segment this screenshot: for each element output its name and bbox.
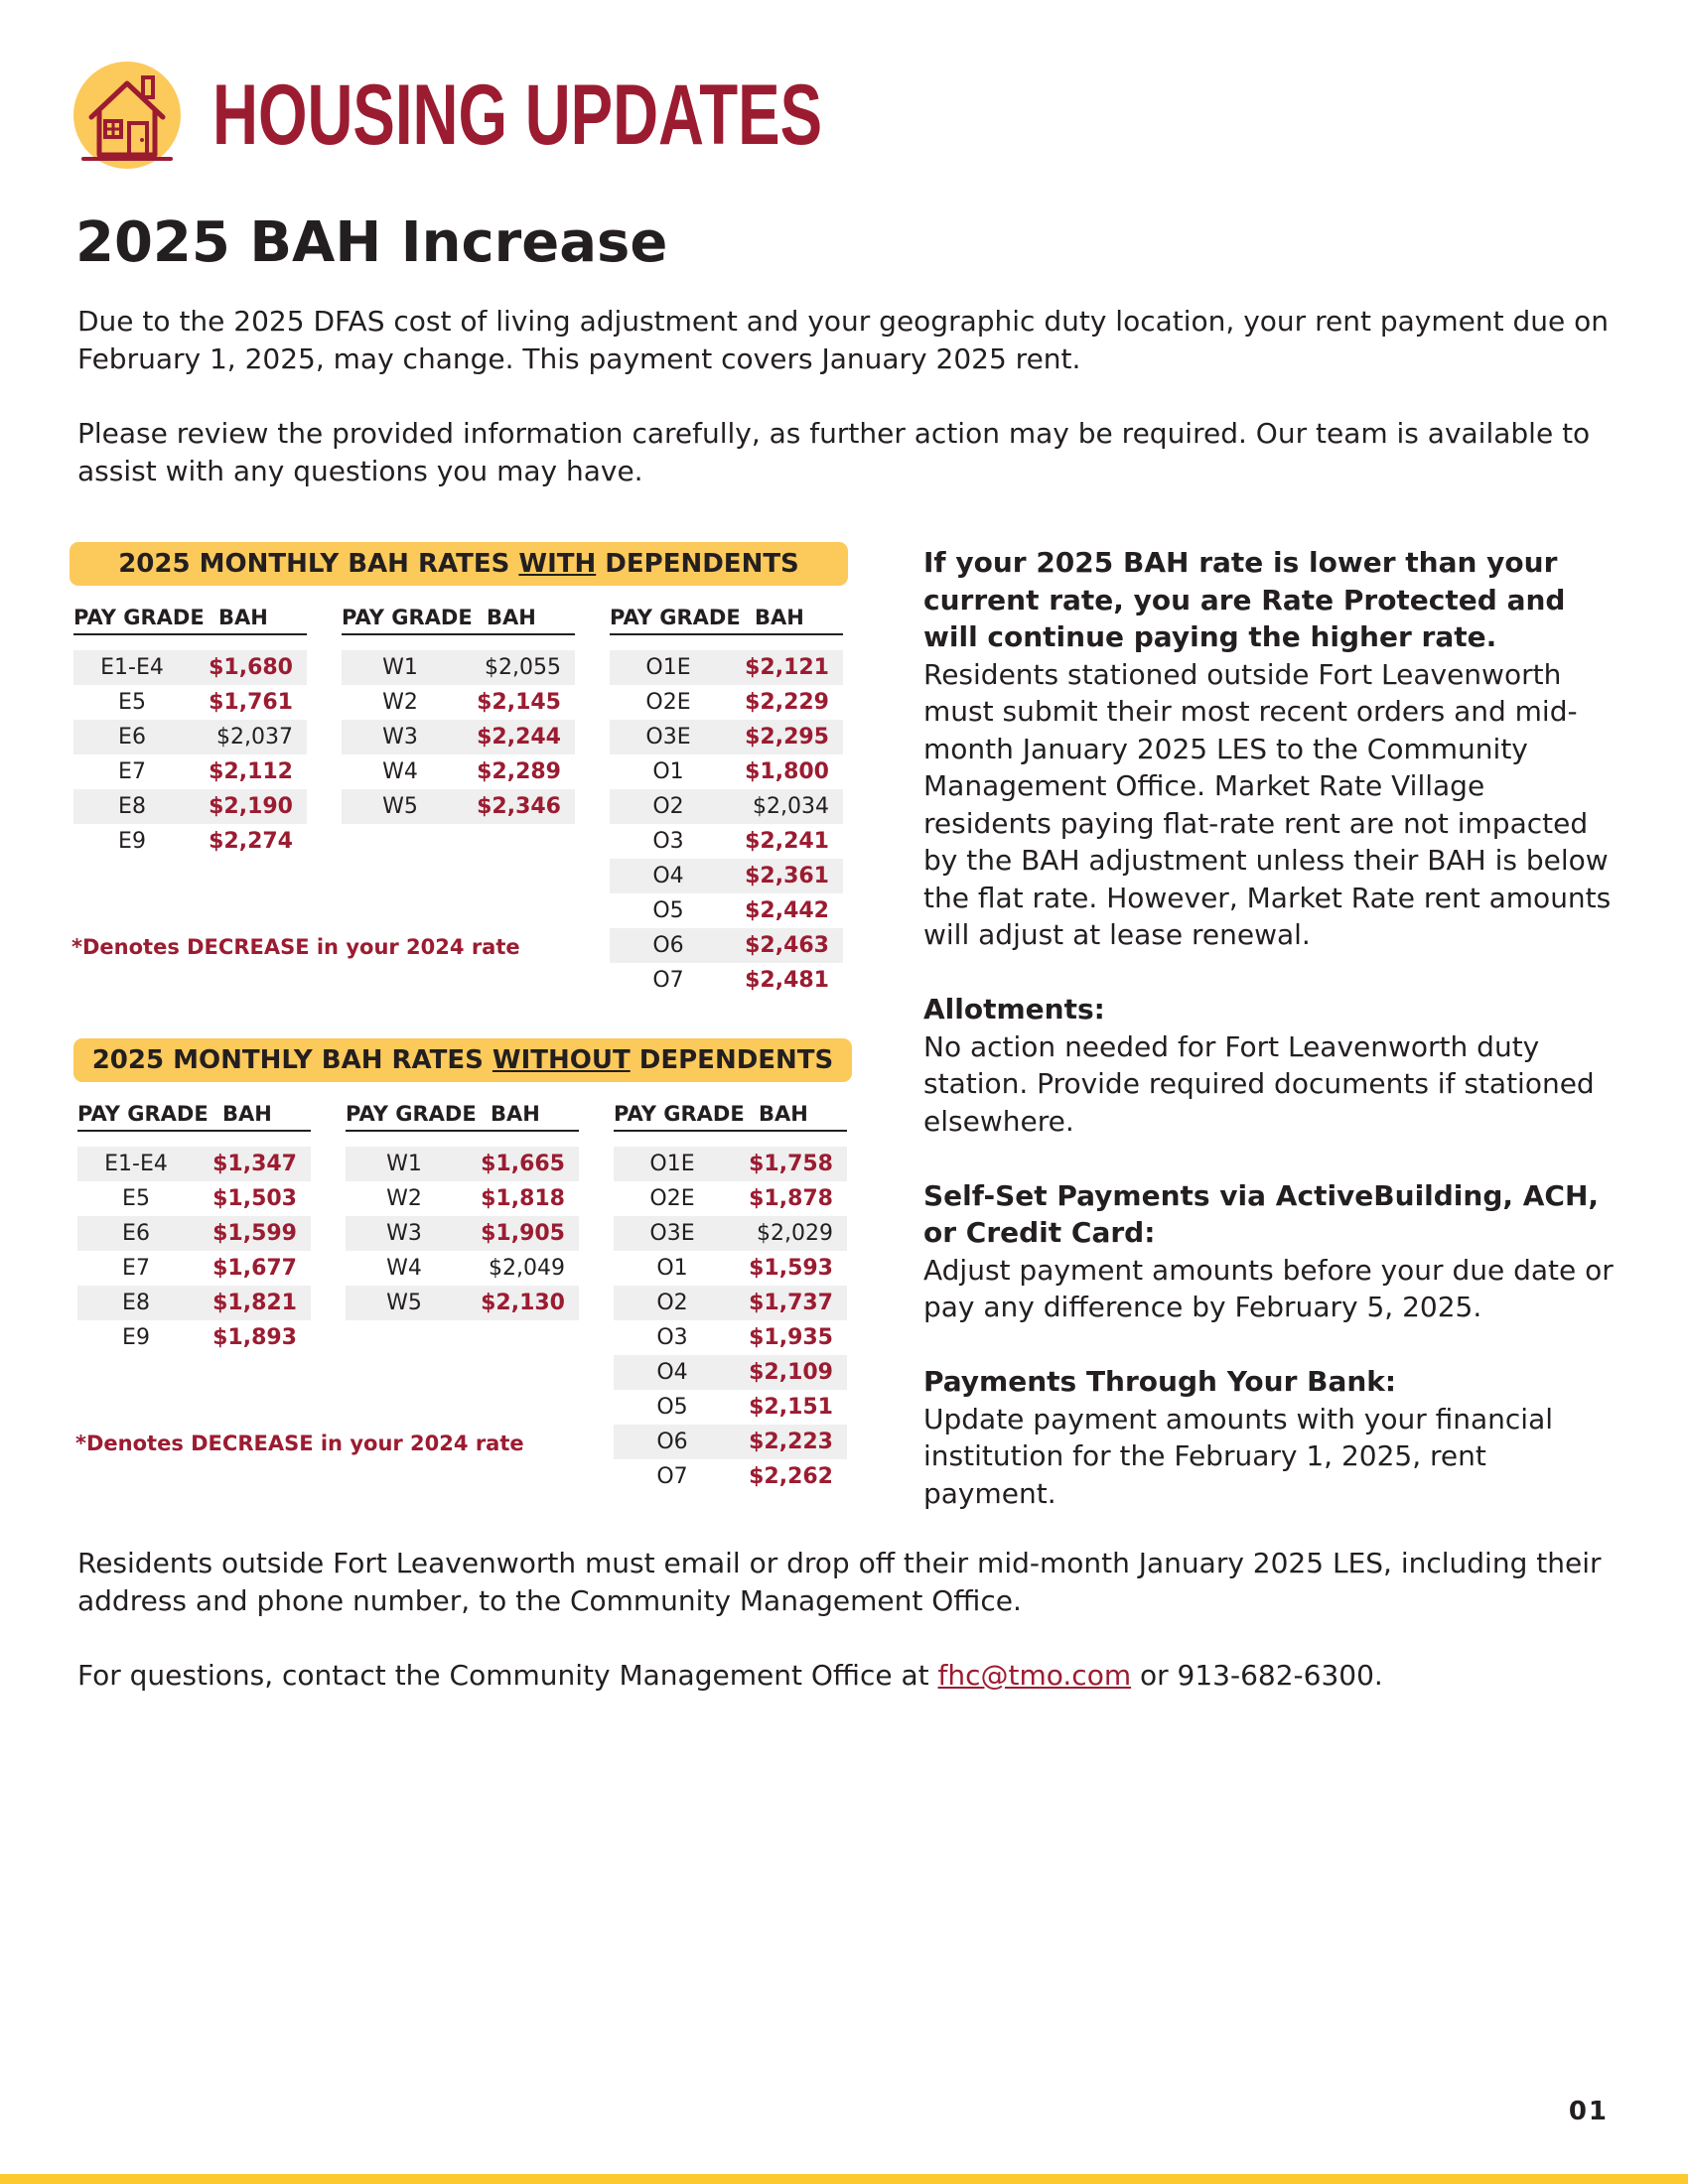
bah-value-cell: $2,130	[481, 1291, 565, 1315]
table-row	[73, 789, 307, 824]
table-row	[73, 754, 307, 789]
table-row	[342, 685, 575, 720]
pay-grade-cell: W5	[382, 794, 418, 819]
allotments-heading: Allotments:	[923, 993, 1105, 1025]
bah-value-cell: $2,029	[757, 1221, 833, 1246]
pay-grade-cell: O4	[656, 1360, 688, 1385]
table-row	[77, 1251, 311, 1286]
without-warrant-column	[346, 1147, 579, 1320]
pay-grade-cell: E5	[118, 690, 146, 715]
bah-header: BAH	[755, 606, 804, 629]
bah-value-cell: $2,241	[745, 829, 829, 854]
table-row	[77, 1320, 311, 1355]
table-row	[614, 1459, 847, 1494]
table-row	[610, 789, 843, 824]
table-row	[73, 685, 307, 720]
intro-paragraph-1: Due to the 2025 DFAS cost of living adjustment and your geographic duty location, your rent payment due on February 1, 2025, may change. This payment covers January 2025 rent.	[77, 305, 1609, 375]
bah-header: BAH	[759, 1102, 808, 1126]
pay-grade-cell: O1E	[645, 655, 691, 680]
contact-paragraph	[77, 1657, 1626, 1695]
pay-grade-cell: W4	[382, 759, 418, 784]
with-enlisted-column	[73, 650, 307, 859]
pay-grade-header: PAY GRADE	[346, 1102, 477, 1126]
banner-emphasis: WITH	[518, 549, 597, 579]
pay-grade-cell: O2E	[645, 690, 691, 715]
bah-value-cell: $1,593	[749, 1256, 833, 1281]
pay-grade-cell: O3E	[645, 725, 691, 750]
with-dependents-banner	[70, 542, 848, 586]
without-enlisted-column	[77, 1147, 311, 1355]
bah-value-cell: $2,112	[209, 759, 293, 784]
pay-grade-cell: O3	[652, 829, 684, 854]
pay-grade-cell: O2	[656, 1291, 688, 1315]
bah-value-cell: $1,347	[212, 1152, 297, 1176]
pay-grade-cell: E1-E4	[104, 1152, 168, 1176]
table-row	[614, 1355, 847, 1390]
self-set-heading: Self-Set Payments via ActiveBuilding, ACH,	[923, 1178, 1600, 1212]
pay-grade-cell: W4	[386, 1256, 422, 1281]
header-title: HOUSING UPDATES	[212, 68, 823, 163]
bah-value-cell: $1,935	[749, 1325, 833, 1350]
pay-grade-cell: E8	[118, 794, 146, 819]
bah-value-cell: $2,037	[216, 725, 293, 750]
table-row	[77, 1147, 311, 1181]
pay-grade-header: PAY GRADE	[610, 606, 741, 629]
bah-value-cell: $2,244	[477, 725, 561, 750]
table-row	[610, 720, 843, 754]
pay-grade-cell: O4	[652, 864, 684, 888]
bah-value-cell: $2,481	[745, 968, 829, 993]
bah-value-cell: $2,361	[745, 864, 829, 888]
bah-value-cell: $2,223	[749, 1430, 833, 1454]
table-row	[346, 1181, 579, 1216]
bah-value-cell: $1,818	[481, 1186, 565, 1211]
bah-value-cell: $1,761	[209, 690, 293, 715]
column-header	[614, 1102, 847, 1132]
table-row	[73, 650, 307, 685]
bah-value-cell: $2,289	[477, 759, 561, 784]
with-warrant-column	[342, 650, 575, 824]
table-row	[73, 720, 307, 754]
bah-value-cell: $2,151	[749, 1395, 833, 1420]
table-row	[610, 824, 843, 859]
table-row	[614, 1286, 847, 1320]
table-row	[610, 650, 843, 685]
bah-value-cell: $2,145	[477, 690, 561, 715]
column-header	[73, 606, 307, 635]
table-row	[614, 1181, 847, 1216]
without-dependents-banner	[73, 1038, 852, 1082]
info-sidebar	[923, 544, 1618, 1512]
pay-grade-cell: O5	[652, 898, 684, 923]
rate-protected-text: Residents stationed outside Fort Leavenworth must submit their most recent orders and mid-month January 2025 LES to the Community Management Office. Market Rate Village residents paying flat-rate rent are not impacted by the BAH adjustment unless their BAH is below the flat rate. However, Market Rate rent amounts will adjust at lease renewal.	[923, 657, 1612, 951]
table-row	[342, 754, 575, 789]
pay-grade-header: PAY GRADE	[342, 606, 473, 629]
without-officer-column	[614, 1147, 847, 1494]
bah-value-cell: $2,190	[209, 794, 293, 819]
pay-grade-cell: E9	[118, 829, 146, 854]
pay-grade-header: PAY GRADE	[77, 1102, 209, 1126]
bah-value-cell: $2,109	[749, 1360, 833, 1385]
bah-value-cell: $1,893	[212, 1325, 297, 1350]
pay-grade-header: PAY GRADE	[614, 1102, 745, 1126]
bah-header: BAH	[222, 1102, 272, 1126]
bah-value-cell: $1,821	[212, 1291, 297, 1315]
table-row	[346, 1216, 579, 1251]
contact-text: For questions, contact the Community Management Office at	[77, 1659, 938, 1692]
bah-value-cell: $1,503	[212, 1186, 297, 1211]
email-link[interactable]: fhc@tmo.com	[937, 1659, 1132, 1692]
pay-grade-cell: O5	[656, 1395, 688, 1420]
header	[71, 58, 1037, 173]
bah-value-cell: $2,442	[745, 898, 829, 923]
pay-grade-cell: W5	[386, 1291, 422, 1315]
outside-residents-paragraph: Residents outside Fort Leavenworth must email or drop off their mid-month January 2025 LES, including their address and phone number, to the Community Management Office.	[77, 1547, 1602, 1617]
pay-grade-cell: O6	[652, 933, 684, 958]
pay-grade-cell: O7	[652, 968, 684, 993]
page-title: 2025 BAH Increase	[75, 210, 668, 275]
column-header	[342, 606, 575, 635]
column-header	[77, 1102, 311, 1132]
banner-text: DEPENDENTS	[630, 1045, 834, 1075]
pay-grade-cell: W3	[382, 725, 418, 750]
pay-grade-cell: W1	[386, 1152, 422, 1176]
bah-value-cell: $2,055	[485, 655, 561, 680]
banner-text: DEPENDENTS	[596, 549, 799, 579]
pay-grade-cell: E7	[118, 759, 146, 784]
pay-grade-cell: O1	[652, 759, 684, 784]
column-header	[346, 1102, 579, 1132]
banner-text: 2025 MONTHLY BAH RATES	[91, 1045, 492, 1075]
bah-value-cell: $1,737	[749, 1291, 833, 1315]
bah-value-cell: $2,295	[745, 725, 829, 750]
bah-value-cell: $2,274	[209, 829, 293, 854]
bah-value-cell: $1,665	[481, 1152, 565, 1176]
table-row	[342, 650, 575, 685]
pay-grade-cell: E7	[122, 1256, 150, 1281]
bank-heading: Payments Through Your Bank:	[923, 1365, 1397, 1398]
pay-grade-cell: O1	[656, 1256, 688, 1281]
bank-text: Update payment amounts with your financial institution for the February 1, 2025, rent payment.	[923, 1402, 1554, 1510]
table-row	[346, 1286, 579, 1320]
with-officer-column	[610, 650, 843, 998]
pay-grade-cell: E6	[118, 725, 146, 750]
table-row	[610, 685, 843, 720]
table-row	[73, 824, 307, 859]
table-row	[614, 1320, 847, 1355]
table-row	[610, 928, 843, 963]
bah-value-cell: $1,599	[212, 1221, 297, 1246]
bah-value-cell: $2,262	[749, 1464, 833, 1489]
self-set-heading: or Credit Card:	[923, 1216, 1156, 1249]
table-row	[346, 1251, 579, 1286]
pay-grade-cell: E1-E4	[100, 655, 164, 680]
bah-value-cell: $1,758	[749, 1152, 833, 1176]
page-number: 01	[1568, 2097, 1609, 2126]
column-header	[610, 606, 843, 635]
table-row	[614, 1251, 847, 1286]
decrease-note: *Denotes DECREASE in your 2024 rate	[75, 1432, 524, 1455]
pay-grade-cell: O3	[656, 1325, 688, 1350]
bah-value-cell: $2,049	[489, 1256, 565, 1281]
bah-value-cell: $2,346	[477, 794, 561, 819]
table-row	[614, 1390, 847, 1425]
decrease-note: *Denotes DECREASE in your 2024 rate	[71, 935, 520, 959]
pay-grade-cell: O3E	[649, 1221, 695, 1246]
rate-protected-heading: If your 2025 BAH rate is lower than your current rate, you are Rate Protected and will continue paying the higher rate.	[923, 546, 1566, 653]
bah-value-cell: $2,121	[745, 655, 829, 680]
pay-grade-cell: W2	[382, 690, 418, 715]
table-row	[346, 1147, 579, 1181]
pay-grade-cell: W2	[386, 1186, 422, 1211]
table-row	[342, 789, 575, 824]
intro-paragraph-2: Please review the provided information carefully, as further action may be required. Our team is available to assist with any questions you may have.	[77, 417, 1591, 487]
house-icon	[71, 60, 183, 171]
bah-value-cell: $2,229	[745, 690, 829, 715]
table-row	[77, 1216, 311, 1251]
bah-header: BAH	[218, 606, 268, 629]
table-row	[342, 720, 575, 754]
bah-value-cell: $2,463	[745, 933, 829, 958]
pay-grade-cell: E5	[122, 1186, 150, 1211]
table-row	[614, 1147, 847, 1181]
bah-value-cell: $2,034	[753, 794, 829, 819]
banner-text: 2025 MONTHLY BAH RATES	[118, 549, 519, 579]
pay-grade-cell: E9	[122, 1325, 150, 1350]
banner-emphasis: WITHOUT	[492, 1045, 631, 1075]
footer-bar	[0, 2174, 1688, 2184]
pay-grade-cell: O7	[656, 1464, 688, 1489]
bah-value-cell: $1,677	[212, 1256, 297, 1281]
self-set-text: Adjust payment amounts before your due date or pay any difference by February 5, 2025.	[923, 1253, 1614, 1323]
table-row	[77, 1286, 311, 1320]
bah-value-cell: $1,905	[481, 1221, 565, 1246]
rate-protected-section	[923, 544, 1618, 954]
table-row	[614, 1425, 847, 1459]
bah-value-cell: $1,878	[749, 1186, 833, 1211]
table-row	[610, 963, 843, 998]
table-row	[77, 1181, 311, 1216]
pay-grade-cell: O1E	[649, 1152, 695, 1176]
pay-grade-cell: O6	[656, 1430, 688, 1454]
table-row	[610, 859, 843, 893]
bah-value-cell: $1,680	[209, 655, 293, 680]
allotments-text: No action needed for Fort Leavenworth duty station. Provide required documents if stationed elsewhere.	[923, 1029, 1595, 1138]
pay-grade-cell: W1	[382, 655, 418, 680]
table-row	[610, 893, 843, 928]
contact-text: or 913-682-6300.	[1131, 1659, 1383, 1692]
pay-grade-cell: W3	[386, 1221, 422, 1246]
bah-header: BAH	[491, 1102, 540, 1126]
bah-value-cell: $1,800	[745, 759, 829, 784]
bah-header: BAH	[487, 606, 536, 629]
table-row	[610, 754, 843, 789]
pay-grade-cell: O2	[652, 794, 684, 819]
table-row	[614, 1216, 847, 1251]
pay-grade-header: PAY GRADE	[73, 606, 205, 629]
pay-grade-cell: E8	[122, 1291, 150, 1315]
pay-grade-cell: E6	[122, 1221, 150, 1246]
pay-grade-cell: O2E	[649, 1186, 695, 1211]
